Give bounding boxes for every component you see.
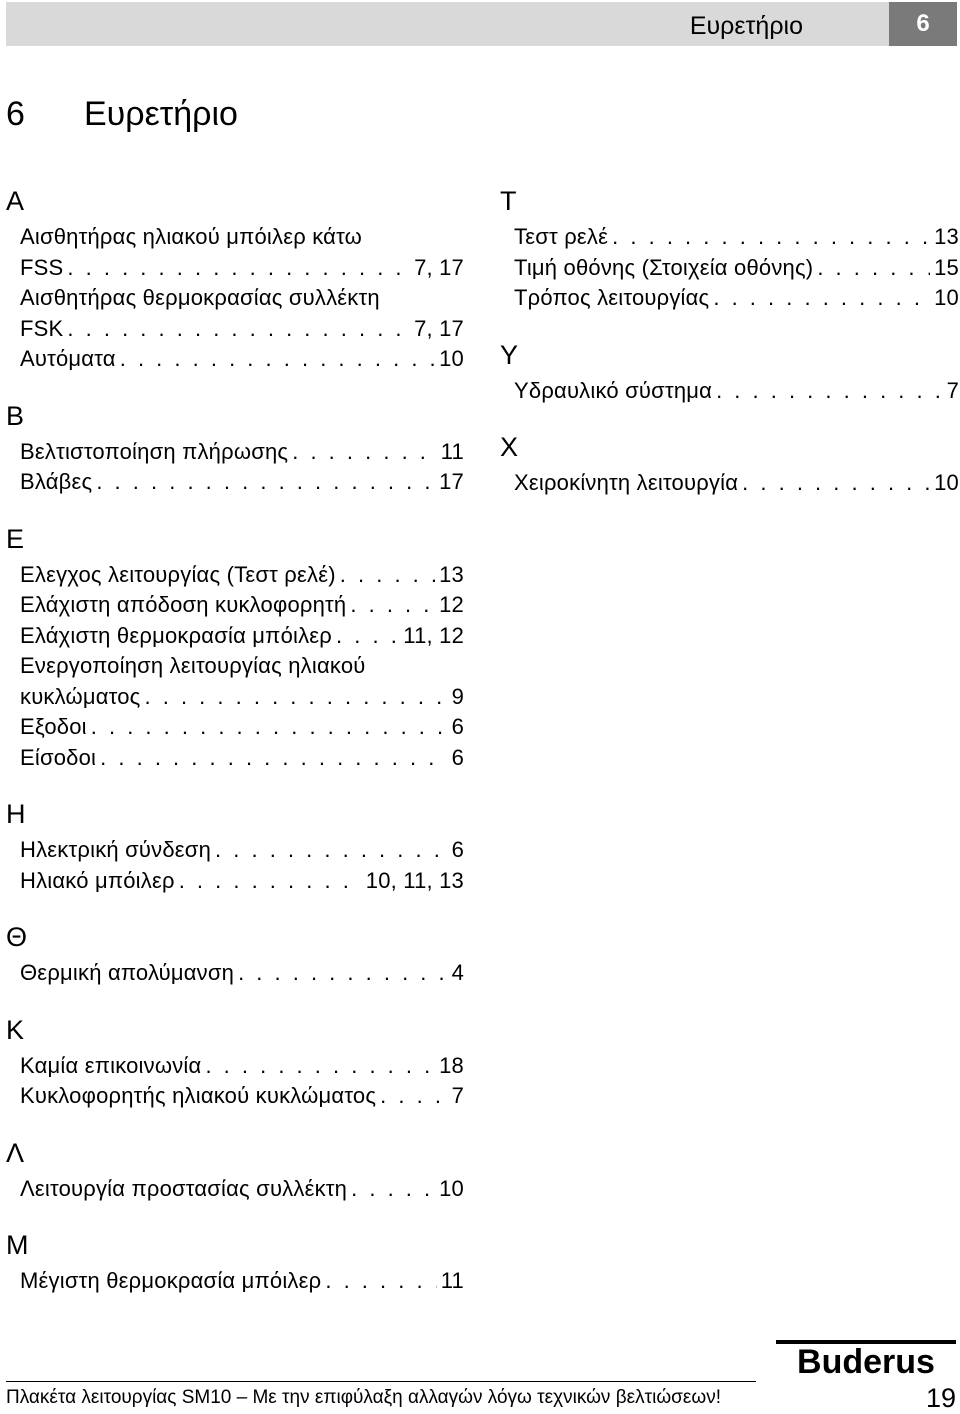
entry-text: Αυτόματα [20,346,116,371]
dot-leader [91,712,448,743]
entry-text: Χειροκίνητη λειτουργία [514,470,739,495]
entry-page: 6 [451,744,464,770]
section-letter: K [6,1014,25,1045]
entry-text: Μέγιστη θερμοκρασία μπόιλερ [20,1268,322,1293]
index-entry [20,1081,464,1112]
header-title: Ευρετήριο [689,12,803,40]
index-entry [20,866,464,897]
section-gap [6,498,464,522]
entry-row [20,958,464,989]
footer-text: Πλακέτα λειτουργίας SM10 – Με την επιφύλαξη αλλαγών λόγω τεχνικών βελτιώσεων! [6,1387,721,1408]
dot-leader [179,866,362,897]
index-entry [20,712,464,743]
entry-page: 7 [946,377,959,403]
entry-row [20,590,464,621]
index-entry [20,222,464,283]
entry-text: κυκλώματος [20,683,141,709]
section-gap [6,1112,464,1136]
entry-page: 6 [451,714,464,739]
entry-text: Ελάχιστη απόδοση κυκλοφορητή [20,592,347,617]
entry-row [20,314,464,345]
entry-page: 13 [934,224,959,249]
entry-row [20,743,464,774]
section-gap [6,773,464,797]
dot-leader [325,1266,436,1297]
dot-leader [350,590,435,621]
section-letter: H [6,799,26,829]
entry-page: 11, 12 [403,622,464,648]
dot-leader [120,344,435,375]
entry-row [20,560,464,591]
index-section [500,184,959,314]
entry-text: Ελάχιστη θερμοκρασία μπόιλερ [20,622,333,648]
entry-text: FSK [20,315,64,341]
dot-leader [380,1081,447,1112]
dot-leader [716,376,943,407]
index-entry [20,651,464,712]
dot-leader [742,468,930,499]
index-entry [20,835,464,866]
entry-text: Θερμική απολύμανση [20,960,235,985]
entry-row [514,253,959,284]
index-entry [20,1174,464,1205]
footer-page-number: 19 [925,1383,956,1413]
section-letter: M [6,1230,29,1260]
footer-rule [6,1381,756,1382]
entry-page: 7, 17 [414,315,464,341]
entry-row [20,1051,464,1082]
index-entry [514,468,959,499]
entry-row [514,222,959,253]
dot-leader [340,560,435,591]
entry-text: Ελεγχος λειτουργίας (Τεστ ρελέ) [20,561,336,587]
dot-leader [336,621,399,652]
section-letter: Θ [6,922,28,952]
index-entry [514,253,959,284]
index-section [6,1013,464,1112]
index-entry [20,1266,464,1297]
dot-leader [817,253,930,284]
dot-leader [215,835,448,866]
entry-row [20,1081,464,1112]
entry-page: 17 [439,469,464,494]
index-entry [20,1051,464,1082]
entry-row [20,467,464,498]
index-entry [20,467,464,498]
index-section [500,338,959,407]
chapter-heading [6,92,238,136]
entry-row [514,468,959,499]
section-gap [6,375,464,399]
entry-text: Τιμή οθόνης (Στοιχεία οθόνης) [514,254,814,280]
header-chapter-number: 6 [889,2,957,46]
index-entry [20,621,464,652]
entry-page: 18 [439,1052,464,1078]
index-entry [20,590,464,621]
entry-page: 9 [451,683,464,709]
entry-text: Είσοδοι [20,744,97,770]
entry-text-line1: Αισθητήρας θερμοκρασίας συλλέκτη [20,285,380,310]
section-letter: B [6,400,25,431]
entry-text: Λειτουργία προστασίας συλλέκτη [20,1175,348,1201]
dot-leader [100,743,447,774]
index-entry [20,560,464,591]
index-entry [20,283,464,344]
section-letter: A [6,186,25,216]
entry-page: 10 [439,346,464,371]
entry-row [20,712,464,743]
section-gap [6,1204,464,1228]
section-letter: X [500,432,519,462]
entry-page: 10 [934,285,959,310]
section-gap [500,314,959,338]
entry-page: 4 [451,960,464,985]
entry-text-line1: Αισθητήρας ηλιακού μπόιλερ κάτω [20,224,363,249]
section-letter: E [6,523,25,554]
entry-page: 11 [440,438,464,464]
entry-page: 7 [451,1083,464,1108]
entry-row [20,866,464,897]
index-section [6,522,464,774]
section-gap [500,406,959,430]
section-gap [6,989,464,1013]
entry-page: 12 [439,592,464,617]
section-gap [6,896,464,920]
entry-page: 10, 11, 13 [365,867,464,893]
entry-text: Υδραυλικό σύστημα [514,377,713,403]
index-entry [20,437,464,468]
entry-row [20,621,464,652]
entry-page: 15 [934,254,959,280]
entry-text: Κυκλοφορητής ηλιακού κυκλώματος [20,1083,377,1108]
entry-text: Τρόπος λειτουργίας [514,285,710,310]
entry-text: Τεστ ρελέ [514,224,609,249]
dot-leader [351,1174,435,1205]
dot-leader [205,1051,435,1082]
entry-text: FSS [20,254,64,280]
index-entry [20,344,464,375]
entry-row [20,437,464,468]
dot-leader [67,314,410,345]
entry-page: 13 [439,561,464,587]
section-letter: Y [500,339,519,370]
entry-page: 10 [934,470,959,495]
dot-leader [713,283,930,314]
entry-page: 6 [451,837,464,862]
index-section [6,399,464,498]
dot-leader [96,467,435,498]
entry-row [514,376,959,407]
entry-text: Βλάβες [20,469,93,494]
index-entry [514,283,959,314]
section-letter: Λ [6,1137,25,1168]
index-section [6,797,464,896]
entry-text: Καμία επικοινωνία [20,1052,202,1078]
header-bar [6,2,889,46]
entry-row [20,253,464,284]
dot-leader [292,437,437,468]
index-section [6,184,464,375]
dot-leader [612,222,930,253]
dot-leader [145,682,448,713]
index-section [500,430,959,499]
index-section [6,1136,464,1205]
entry-row [20,344,464,375]
dot-leader [238,958,448,989]
dot-leader [67,253,410,284]
section-letter: T [500,186,517,216]
entry-page: 7, 17 [414,254,464,280]
svg-text:Buderus: Buderus [797,1343,935,1376]
entry-text: Εξοδοι [20,714,87,739]
entry-text: Ηλεκτρική σύνδεση [20,837,212,862]
entry-row [20,682,464,713]
index-column-right [500,184,959,499]
entry-page: 11 [440,1268,464,1293]
entry-row [20,1174,464,1205]
entry-row [514,283,959,314]
chapter-title: Ευρετήριο [84,95,238,133]
index-section [6,1228,464,1297]
entry-text: Βελτιστοποίηση πλήρωσης [20,438,289,464]
index-column-left [6,184,464,1297]
entry-row [20,835,464,866]
buderus-logo [776,1340,956,1376]
index-entry [514,222,959,253]
entry-row [20,1266,464,1297]
index-entry [20,958,464,989]
entry-text-line1: Ενεργοποίηση λειτουργίας ηλιακού [20,653,366,678]
chapter-number: 6 [6,95,25,133]
entry-text: Ηλιακό μπόιλερ [20,867,175,893]
index-entry [20,743,464,774]
index-section [6,920,464,989]
entry-page: 10 [439,1175,464,1201]
index-entry [514,376,959,407]
